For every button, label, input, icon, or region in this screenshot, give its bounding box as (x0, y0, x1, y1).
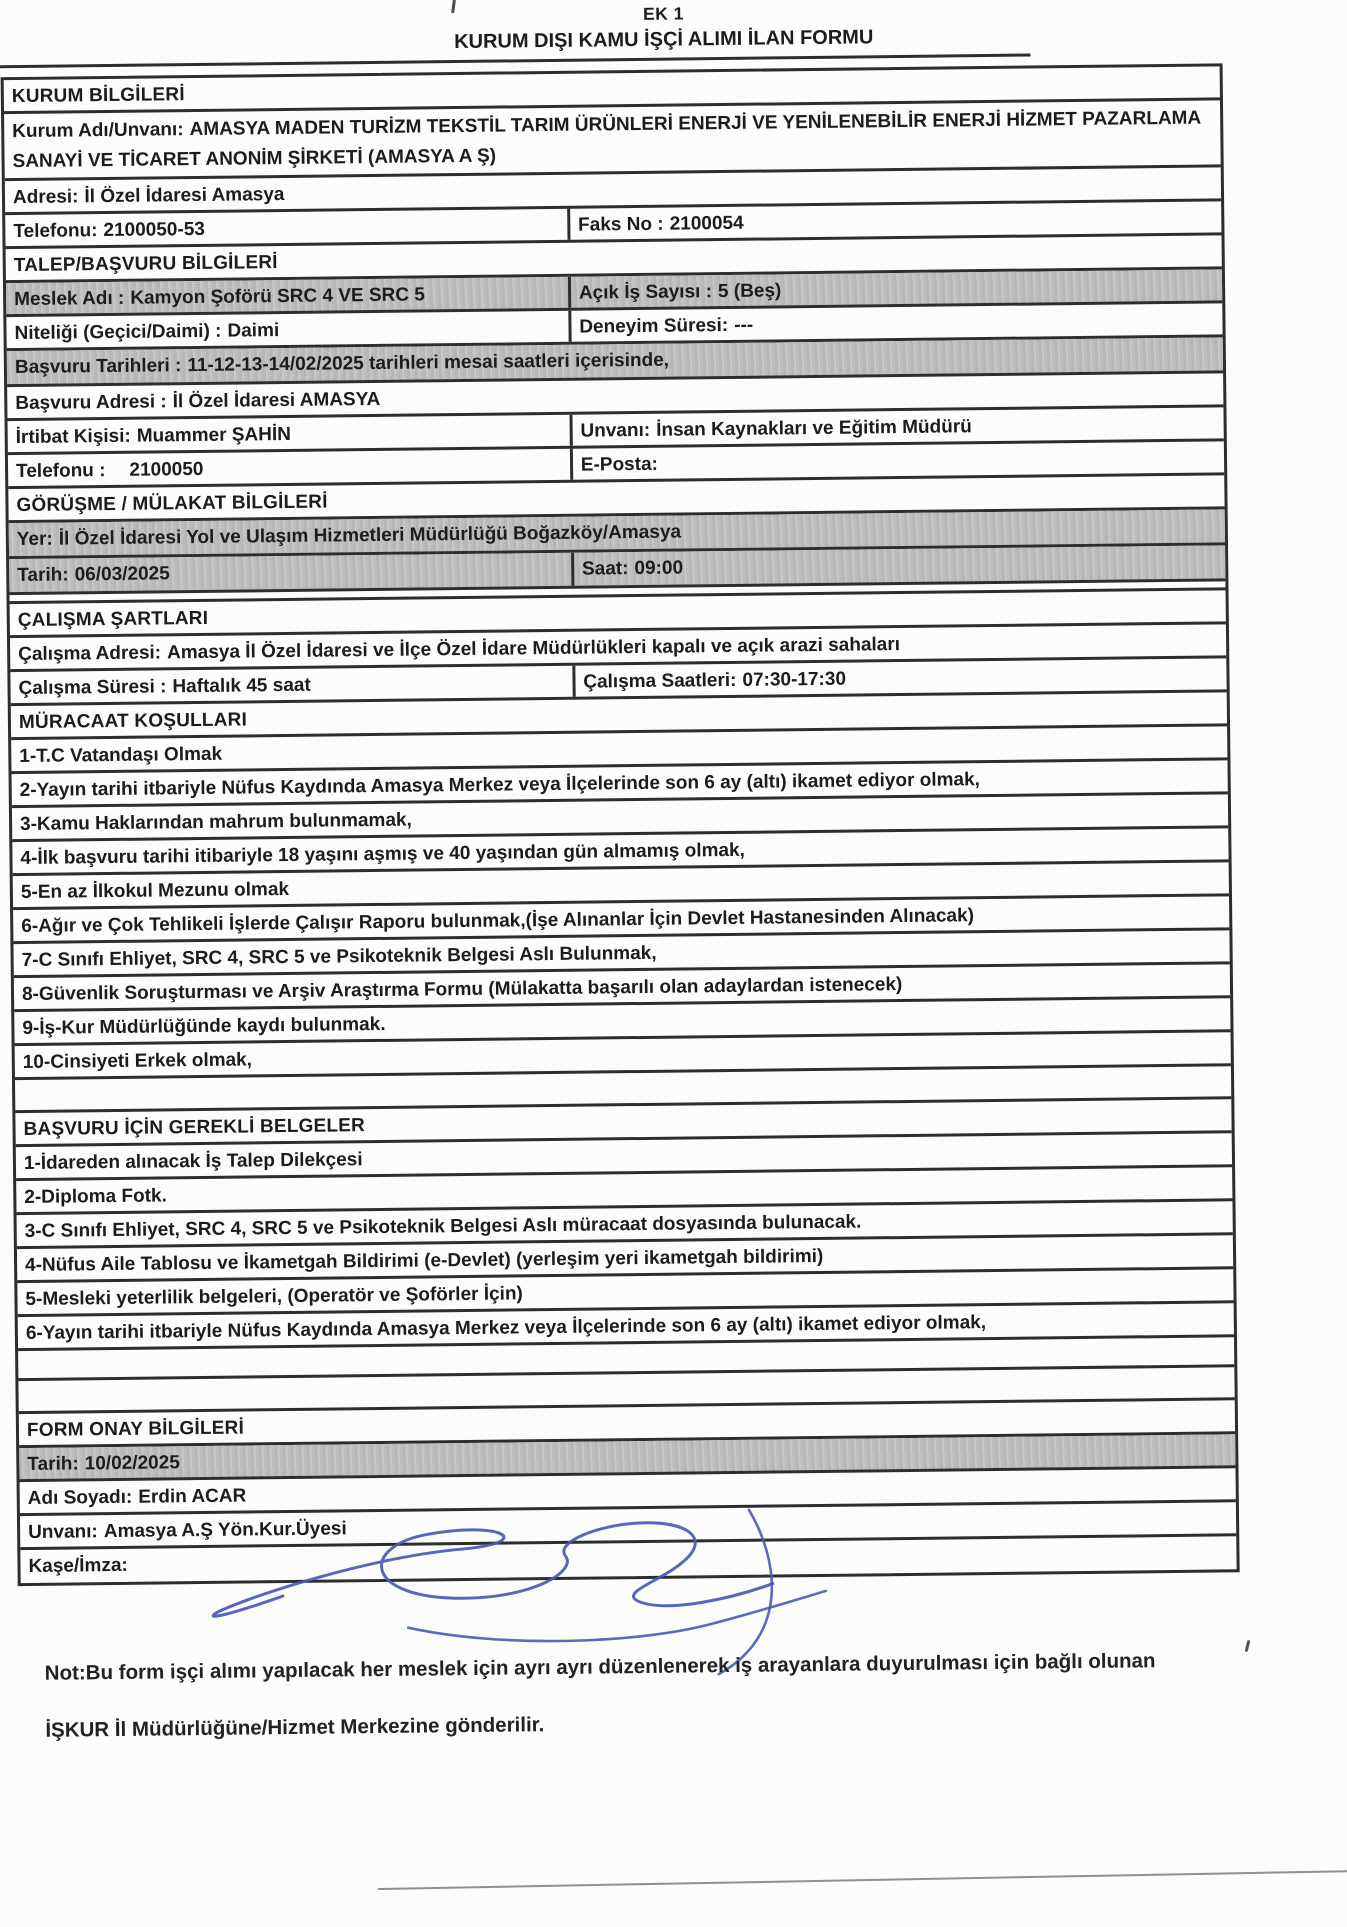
onay-unvan-value: Amasya A.Ş Yön.Kur.Üyesi (104, 1518, 347, 1542)
muracaat-item-6: 6-Ağır ve Çok Tehlikeli İşlerde Çalışır Raporu bulunmak,(İşe Alınanlar İçin Devlet Hastanesinden Alınacak) (13, 896, 1229, 944)
basvuru-adresi-value: İl Özel İdaresi AMASYA (173, 389, 381, 412)
section-header-gerekli-belgeler: BAŞVURU İÇİN GEREKLİ BELGELER (15, 1099, 1231, 1147)
belge-item-1: 1-İdareden alınacak İş Talep Dilekçesi (16, 1133, 1232, 1181)
onay-unvan-label: Unvanı: (28, 1521, 98, 1543)
nitelik-label: Niteliği (Geçici/Daimi) : (14, 321, 221, 344)
saat-label: Saat: (582, 558, 629, 580)
muracaat-item-4: 4-İlk başvuru tarihi itibariyle 18 yaşını aşmış ve 40 yaşından gün almamış olmak, (12, 828, 1228, 876)
onay-tarih-value: 10/02/2025 (85, 1452, 180, 1474)
muracaat-item-8: 8-Güvenlik Soruşturması ve Arşiv Araştırma Formu (Mülakatta başarılı olan adaylardan istenecek) (14, 964, 1230, 1012)
acik-is-value: 5 (Beş) (718, 280, 782, 302)
telefonu-label: Telefonu: (13, 220, 97, 242)
eposta-label: E-Posta: (581, 454, 658, 476)
nitelik-value: Daimi (227, 320, 279, 342)
cell-eposta (570, 441, 1225, 479)
cell-unvan (569, 407, 1224, 445)
section-header-gorusme-mulakat: GÖRÜŞME / MÜLAKAT BİLGİLERİ (8, 475, 1224, 523)
belge-item-4: 4-Nüfus Aile Tablosu ve İkametgah Bildirimi (e-Devlet) (yerleşim yeri ikametgah bildirimi) (17, 1235, 1233, 1283)
signature-stroke-sweep (408, 1591, 827, 1643)
irtibat-value: Muammer ŞAHİN (137, 424, 291, 447)
unvan-label: Unvanı: (580, 420, 650, 442)
belge-item-3: 3-C Sınıfı Ehliyet, SRC 4, SRC 5 ve Psikoteknik Belgesi Aslı müracaat dosyasında bulunacak. (17, 1201, 1233, 1249)
cell-meslek-adi (6, 277, 568, 314)
section-header-muracaat-kosullari: MÜRACAAT KOŞULLARI (11, 692, 1227, 740)
calisma-suresi-label: Çalışma Süresi : (18, 676, 166, 699)
footer-note-line1: Not:Bu form işçi alımı yapılacak her meslek için ayrı ayrı düzenlenerek iş arayanlara duyurulması için bağlı olunan (45, 1648, 1305, 1686)
footer-note-line2: İŞKUR İl Müdürlüğüne/Hizmet Merkezine gönderilir. (45, 1705, 1305, 1743)
telefon2-label: Telefonu : (16, 460, 106, 482)
section-header-talep-basvuru: TALEP/BAŞVURU BİLGİLERİ (6, 235, 1222, 283)
cell-mulakat-tarih (9, 553, 571, 592)
belge-item-2: 2-Diploma Fotk. (16, 1167, 1232, 1215)
deneyim-label: Deneyim Süresi: (579, 315, 728, 338)
faks-value: 2100054 (670, 213, 744, 235)
deneyim-value: --- (734, 315, 753, 336)
cell-faks (567, 201, 1222, 239)
cell-deneyim (568, 303, 1223, 341)
section-header-kurum-bilgileri: KURUM BİLGİLERİ (4, 66, 1220, 114)
form-annex-number: EK 1 (0, 0, 1337, 32)
muracaat-item-2: 2-Yayın tarihi itbariyle Nüfus Kaydında Amasya Merkez veya İlçelerinde son 6 ay (altı) ikamet ediyor olmak, (12, 760, 1228, 808)
calisma-adresi-label: Çalışma Adresi: (18, 642, 161, 665)
basvuru-tarihleri-value: 11-12-13-14/02/2025 tarihleri mesai saatleri içerisinde, (187, 350, 669, 376)
meslek-adi-label: Meslek Adı : (14, 288, 124, 310)
section-header-form-onay: FORM ONAY BİLGİLERİ (19, 1400, 1235, 1448)
adi-soyadi-value: Erdin ACAR (138, 1486, 246, 1508)
yer-value: İl Özel İdaresi Yol ve Ulaşım Hizmetleri Müdürlüğü Boğazköy/Amasya (59, 522, 681, 550)
adi-soyadi-label: Adı Soyadı: (28, 1487, 133, 1509)
ilan-form-table (1, 63, 1240, 1586)
telefonu-value: 2100050-53 (103, 219, 205, 241)
calisma-saatleri-value: 07:30-17:30 (742, 669, 846, 691)
muracaat-item-9: 9-İş-Kur Müdürlüğünde kaydı bulunmak. (14, 998, 1230, 1046)
muracaat-item-7: 7-C Sınıfı Ehliyet, SRC 4, SRC 5 ve Psikoteknik Belgesi Aslı Bulunmak, (13, 930, 1229, 978)
belge-item-6: 6-Yayın tarihi itbariyle Nüfus Kaydında Amasya Merkez veya İlçelerinde son 6 ay (altı) ikamet ediyor olmak, (18, 1303, 1234, 1351)
cell-telefonu (5, 209, 567, 246)
form-title: KURUM DIŞI KAMU İŞÇİ ALIMI İLAN FORMU (0, 21, 1337, 59)
faks-label: Faks No : (578, 214, 664, 236)
basvuru-adresi-label: Başvuru Adresi : (15, 391, 167, 414)
cell-nitelik (6, 311, 568, 348)
cell-calisma-saatleri (572, 658, 1227, 696)
irtibat-label: İrtibat Kişisi: (16, 426, 131, 448)
calisma-saatleri-label: Çalışma Saatleri: (583, 670, 736, 693)
kase-imza-label: Kaşe/İmza: (28, 1555, 128, 1577)
unvan-value: İnsan Kaynakları ve Eğitim Müdürü (656, 416, 972, 441)
belge-item-5: 5-Mesleki yeterlilik belgeleri, (Operatör ve Şoförler İçin) (17, 1269, 1233, 1317)
calisma-adresi-value: Amasya İl Özel İdaresi ve İlçe Özel İdare Müdürlükleri kapalı ve açık arazi sahaları (167, 634, 900, 663)
adresi-value: İl Özel İdaresi Amasya (84, 184, 284, 207)
muracaat-item-1: 1-T.C Vatandaşı Olmak (11, 726, 1227, 774)
muracaat-item-10: 10-Cinsiyeti Erkek olmak, (15, 1032, 1231, 1080)
telefon2-value: 2100050 (129, 459, 203, 481)
muracaat-item-5: 5-En az İlkokul Mezunu olmak (13, 862, 1229, 910)
cell-telefon2 (8, 449, 570, 486)
cell-acik-is-sayisi (568, 269, 1223, 307)
cell-irtibat-kisisi (8, 415, 570, 452)
cell-mulakat-saat (571, 545, 1226, 585)
onay-tarih-label: Tarih: (27, 1453, 79, 1475)
mulakat-tarih-label: Tarih: (17, 564, 69, 586)
kurum-adi-label: Kurum Adı/Unvanı: (12, 119, 184, 142)
saat-value: 09:00 (634, 557, 683, 579)
basvuru-tarihleri-label: Başvuru Tarihleri : (15, 355, 182, 378)
calisma-suresi-value: Haftalık 45 saat (172, 675, 311, 698)
kurum-adi-value: AMASYA MADEN TURİZM TEKSTİL TARIM ÜRÜNLERİ ENERJİ VE YENİLENEBİLİR ENERJİ HİZMET PAZARLAMA SANAYİ VE TİCARET ANONİM ŞİRKETİ (AMASYA A Ş) (12, 108, 1200, 172)
acik-is-label: Açık İş Sayısı : (579, 281, 712, 304)
cell-calisma-suresi (10, 666, 572, 703)
mulakat-tarih-value: 06/03/2025 (75, 563, 170, 585)
yer-label: Yer: (17, 529, 53, 550)
muracaat-item-3: 3-Kamu Haklarından mahrum bulunmamak, (12, 794, 1228, 842)
adresi-label: Adresi: (13, 186, 79, 208)
meslek-adi-value: Kamyon Şoförü SRC 4 VE SRC 5 (130, 284, 425, 308)
section-header-calisma-sartlari: ÇALIŞMA ŞARTLARI (10, 590, 1226, 638)
